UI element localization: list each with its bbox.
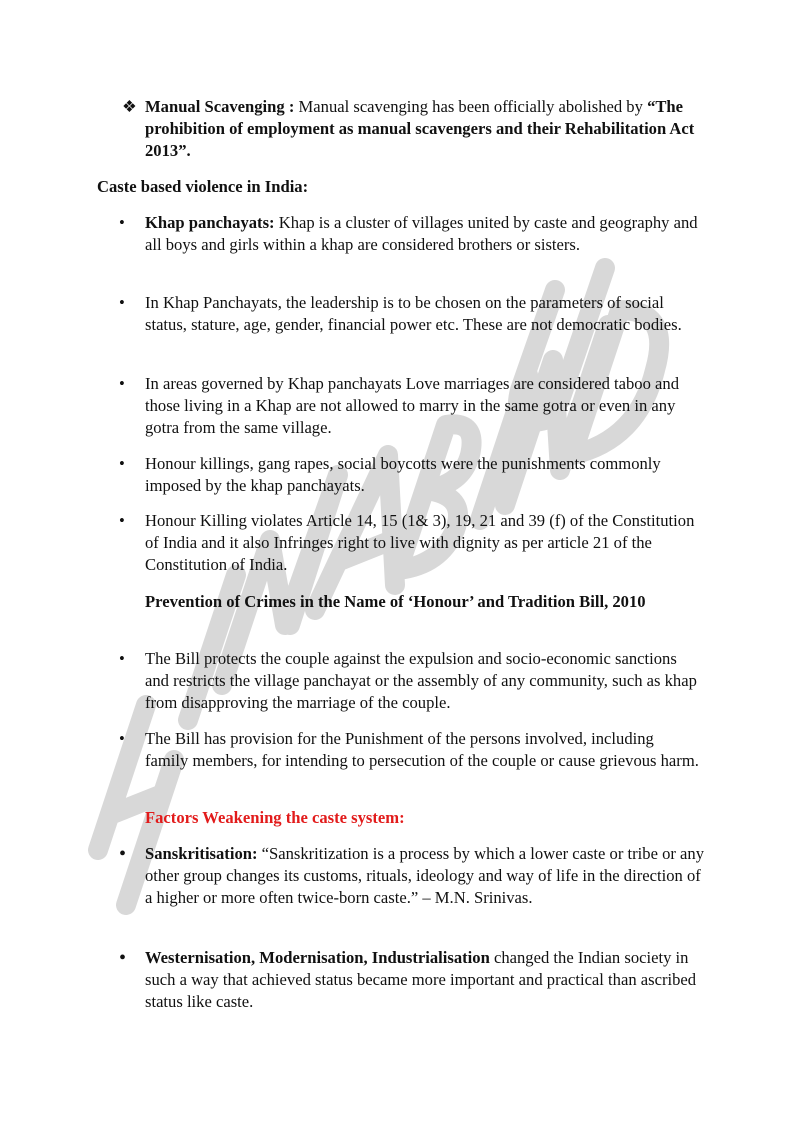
factors-heading: Factors Weakening the caste system: (145, 808, 405, 827)
khap-bullet: In areas governed by Khap panchayats Love marriages are considered taboo and those living in a Khap are not allowed to marry in the same gotra or even in any gotra from the same village. (145, 374, 679, 437)
bullet-icon: • (119, 729, 125, 748)
bullet-icon: • (119, 454, 125, 473)
bullet-icon: • (119, 374, 125, 393)
sanskritisation-desc: “Sanskritization is a process by which a lower caste or tribe or any other group changes its customs, rituals, ideology and way of life in the direction of a higher or more often twice-born caste.” – M.N. Srinivas. (145, 844, 705, 907)
westernisation-term: Westernisation, Modernisation, Industrialisation (145, 948, 490, 967)
manual-scavenging-desc: Manual scavenging has been officially abolished by (294, 97, 648, 116)
prevention-bill-heading: Prevention of Crimes in the Name of ‘Honour’ and Tradition Bill, 2010 (145, 592, 646, 611)
diamond-bullet-icon: ❖ (122, 97, 137, 116)
bullet-icon: • (119, 649, 125, 668)
bill-bullet: The Bill protects the couple against the expulsion and socio-economic sanctions and restricts the village panchayat or the assembly of any community, such as khap from disapproving the marriage of the couple. (145, 649, 697, 712)
manual-scavenging-act: “The prohibition of employment as manual scavengers and their Rehabilitation Act 2013”. (145, 97, 695, 160)
manual-scavenging-item (145, 96, 705, 162)
sanskritisation-item (145, 843, 705, 909)
khap-term: Khap panchayats: (145, 213, 275, 232)
bullet-icon: • (119, 213, 125, 232)
westernisation-desc: changed the Indian society in such a way that achieved status became more important and practical than ascribed status like caste. (145, 948, 697, 1011)
bullet-icon: • (119, 511, 125, 530)
manual-scavenging-term: Manual Scavenging : (145, 97, 295, 116)
bullet-icon: • (119, 293, 125, 312)
khap-bullet: In Khap Panchayats, the leadership is to be chosen on the parameters of social status, stature, age, gender, financial power etc. These are not democratic bodies. (145, 293, 682, 334)
bill-bullet: The Bill has provision for the Punishment of the persons involved, including family members, for intending to persecution of the couple or cause grievous harm. (145, 729, 699, 770)
khap-bullet: Honour killings, gang rapes, social boycotts were the punishments commonly imposed by the khap panchayats. (145, 454, 661, 495)
filled-bullet-icon: • (119, 947, 127, 969)
filled-bullet-icon: • (119, 843, 127, 865)
khap-definition-item (145, 212, 700, 256)
caste-violence-heading: Caste based violence in India: (97, 177, 309, 196)
sanskritisation-term: Sanskritisation: (145, 844, 258, 863)
westernisation-item (145, 947, 705, 1013)
khap-desc: Khap is a cluster of villages united by caste and geography and all boys and girls within a khap are considered brothers or sisters. (145, 213, 698, 254)
khap-bullet: Honour Killing violates Article 14, 15 (1& 3), 19, 21 and 39 (f) of the Constitution of India and it also Infringes right to live with dignity as per article 21 of the Constitution of India. (145, 511, 695, 574)
manual-scavenging-text (145, 96, 705, 162)
